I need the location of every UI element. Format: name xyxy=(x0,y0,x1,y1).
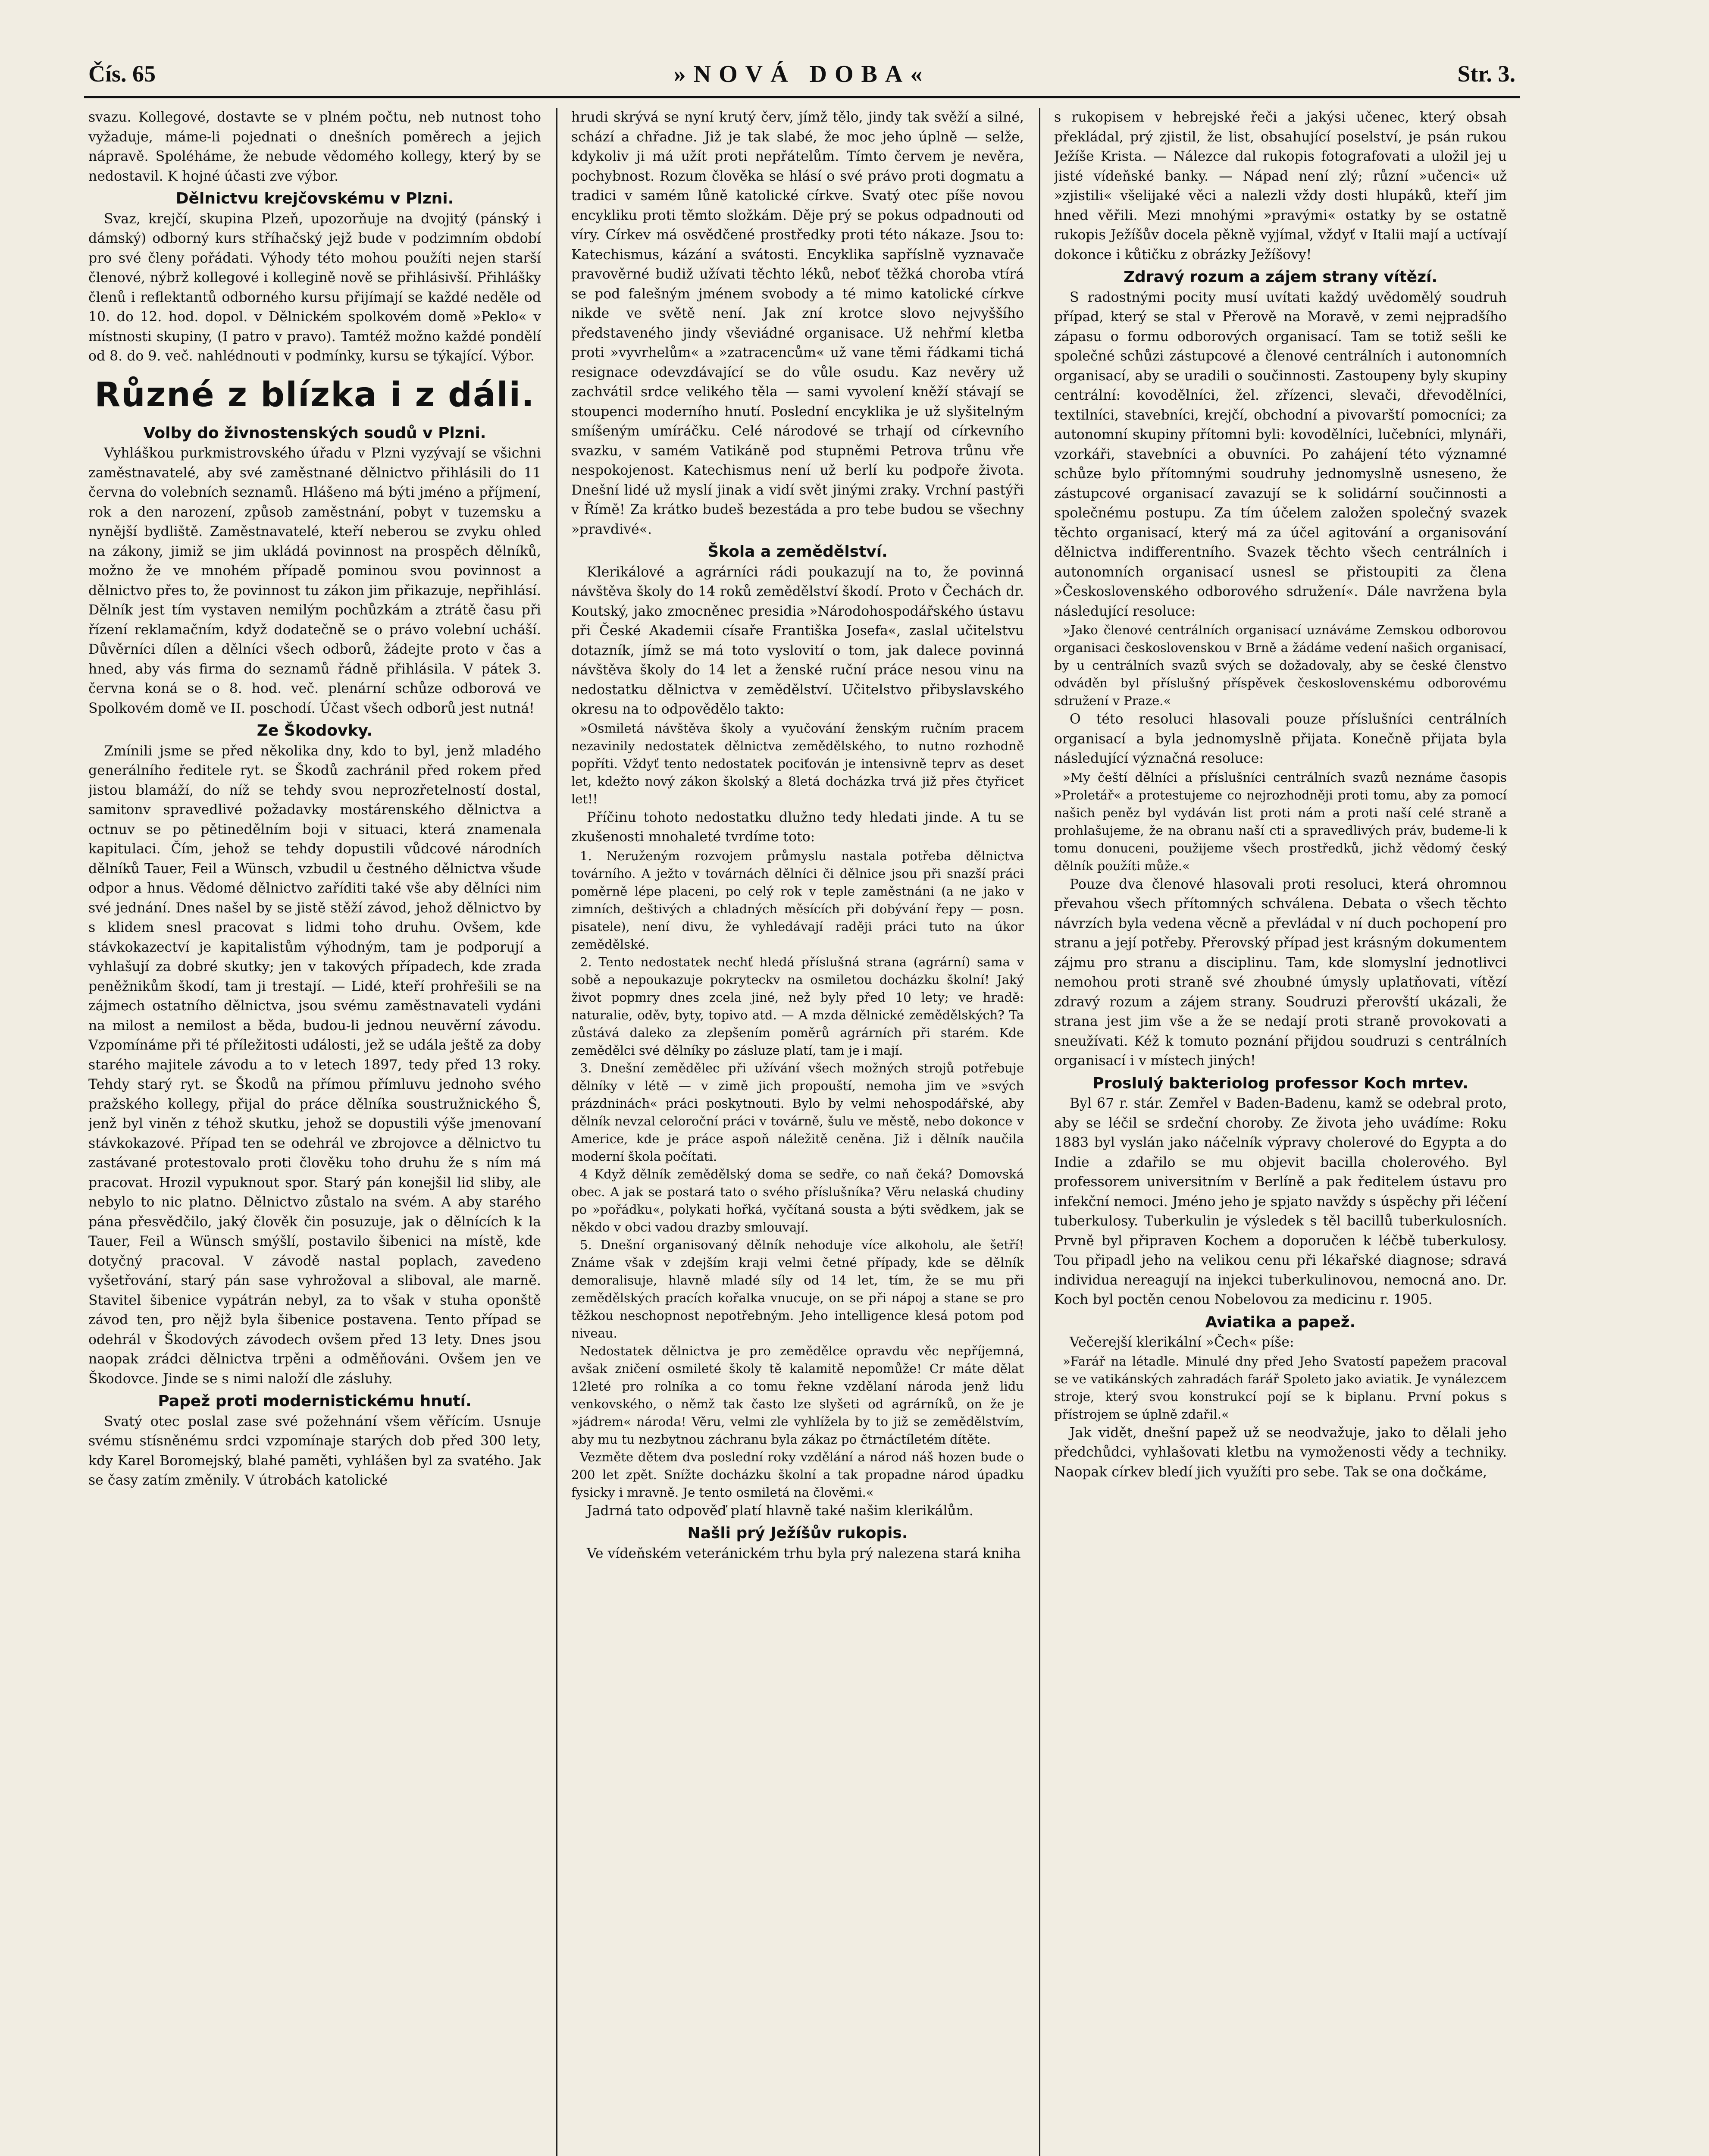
article-heading: Dělnictvu krejčovskému v Plzni. xyxy=(175,190,454,207)
article-heading: Našli prý Ježíšův rukopis. xyxy=(687,1524,908,1542)
article-text: Příčinu tohoto nedostatku dlužno tedy hledati jinde. A tu se zkušenosti mnohaleté tvrdíme toto: xyxy=(571,809,1024,845)
column-2 xyxy=(571,108,1024,2156)
list-item: 1. Neruženým rozvojem průmyslu nastala potřeba dělnictva továrního. A ježto v továrnách dělníci či dělnice jsou při snazší práci poměrně lépe placeni, po celý rok v teple zaměstnáni (a ne jako v zimních, deštivých a chladných měsících při dobývání řepy — posn. pisatele), není divu, že vyhledávají raději práci tuto na úkor zemědělské. xyxy=(571,848,1024,952)
section-heading: Různé z blízka i z dáli. xyxy=(94,375,535,414)
article-text: Zmínili jsme se před několika dny, kdo to byl, jenž mladého generálního ředitele ryt. se Škodů zachránil před rokem před jistou blamáží, do níž se tehdy svou neprozřetelností dostal, samitonv spravedlivé požadavky mostárenského dělnictva a octnuv se po pětinedělním boji v situaci, která znamenala kapitulaci. Čím, jehož se tehdy dopustili vůdcové národních dělníků Tauer, Feil a Wünsch, vzbudil u čestného dělnictva všude odpor a hnus. Vědomé dělnictvo zaříditi také vše aby dělníci nim své jednání. Dnes našel by se jistě stěží závod, jehož dělnictvo by s klidem snesl pracovat s lidmi toho druhu. Ovšem, kde stávkokazectví je kapitalistům výhodným, tam je podporují a vyhlašují za dobré skutky; jen v takových případech, kde zrada peněžnikům škodí, tam ji trestají. — Lidé, kteří prohřešili se na zájmech ostatního dělnictva, jsou svému zaměstnavateli vydáni na milost a nemilost a běda, budou-li jednou neuvěrní závodu. Vzpomínáme při té příležitosti události, jež se udála ještě za doby starého majitele závodu a to v letech 1897, tedy před 13 roky. Tehdy starý ryt. se Škodů na přímou přímluvu jednoho svého pražského kollegy, přijal do práce dělníka soustružnického Š, jenž byl viněn z téhož skutku, jehož se dopustili výše jmenovaní stávkokazové. Případ ten se odehrál ve zbrojovce a dělnictvo tu zastávané protestovalo proti člověku toho druhu že s ním má pracovat. Hrozil vypuknout spor. Starý pán konejšil lid sliby, ale nebylo to nic platno. Dělnictvo zůstalo na svém. A aby starého pána přesvědčilo, jaký člověk čin posuzuje, jak o dělnících k la Tauer, Feil a Wünsch smýšlí, postavilo šibenici na místě, kde dotyčný pracoval. V závodě nastal poplach, zavedeno vyšetřování, starý pán sase vyhrožoval a sliboval, ale marně. Stavitel šibenice vypátrán nebyl, za to však v stuha oponště závod ten, pro nějž byla šibenice postavena. Tento případ se odehrál v Škodových závodech ovšem před 13 lety. Dnes jsou naopak zrádci dělnictva trpěni a odměňováni. Ovšem jen ve Škodovce. Jinde se s nimi naloží dle zásluhy. xyxy=(88,743,541,1387)
article-heading: Škola a zemědělství. xyxy=(707,543,888,561)
article-heading: Proslulý bakteriolog professor Koch mrtev. xyxy=(1092,1074,1468,1092)
article-text: Večerejší klerikální »Čech« píše: xyxy=(1070,1335,1294,1350)
quoted-text: »Osmiletá návštěva školy a vyučování ženským ručním pracem nezavinily nedostatek dělnictva zemědělského, to nutno rozhodně popříti. Vždyť tento nedostatek pociťován je intensivně teprv as deset let, kdežto nový zákon školský a 8letá docházka trvá již přes čtyřicet let!! xyxy=(571,721,1024,806)
article-text: S radostnými pocity musí uvítati každý uvědomělý soudruh případ, který se stal v Přerově na Moravě, v zemi nejpradšího zápasu o formu odborových organisací. Tam se totiž sešli ke společné schůzi zástupcové a členové centrálních i autonomních organisací, aby se uradili o součinnosti. Zastoupeny byly skupiny centrální: kovodělníci, žel. zřízenci, slevači, dřevodělníci, textilníci, stavebníci, krejčí, obchodní a pivovarští pomocníci; za autonomní skupiny přítomni byli: kovodělníci, lučebníci, mlynáři, vzorkáři, stavebníci a obuvníci. Po zahájení této významné schůze bylo přítomnými soudruhy jednomyslně usneseno, že zástupcové organisací zavazují se k solidární součinnosti a společnému postupu. Za tím účelem založen společný svazek těchto organisací, který má za účel agitování a organisování dělnictva indifferentního. Svazek těchto všech centrálních i autonomních organisací usnesl se přistoupiti za člena »Československého odborového sdružení«. Dále navržena byla následující resoluce: xyxy=(1054,289,1507,619)
page-number: Str. 3. xyxy=(1457,61,1515,87)
article-text: Svatý otec poslal zase své požehnání všem věřícím. Usnuje svému stísněnému srdci vzpomínaje starých dob před 300 lety, kdy Karel Boromejský, blahé paměti, vyhlášen byl za svatého. Jak se časy zatím změnily. V útrobách katolické xyxy=(88,1413,541,1488)
article-text: Klerikálové a agrárníci rádi poukazují na to, že povinná návštěva školy do 14 roků zemědělství škodí. Proto v Čechách dr. Koutský, jako zmocněnec presidia »Národohospodářského ústavu při České Akademii císaře Františka Josefa«, zaslal učitelstvu dotazník, jímž se má toto vyslovití o tom, jak dalece povinná návštěva školy do 14 let a ženské ruční práce nesou vinu na nedostatku dělnictva v zemědělství. Učitelstvo přibyslavského okresu na to odpovědělo takto: xyxy=(571,564,1024,717)
list-item: 4 Když dělník zemědělský doma se sedře, co naň čeká? Domovská obec. A jak se postará tato o svého příslušníka? Věru nelaská chudiny po »pořádku«, polykati hořká, vyčítaná sousta a býti svědkem, jak se někdo v obci vadou drazby smlouvají. xyxy=(571,1166,1024,1235)
column-3 xyxy=(1054,108,1507,2156)
quoted-text: Vezměte dětem dva poslední roky vzdělání a národ náš hozen bude o 200 let zpět. Snížte docházku školní a tak propadne národ úpadku fysicky i mravně. Je tento osmiletá na člověmi.« xyxy=(571,1449,1024,1500)
article-heading: Volby do živnostenských soudů v Plzni. xyxy=(143,424,486,442)
quoted-text: »My čeští dělníci a příslušníci centrálních svazů neznáme časopis »Proletář« a protestujeme co nejrozhodněji proti tomu, aby za pomocí našich peněz byl vydáván list proti nám a proti naší celé straně a prohlašujeme, že na obranu naší cti a spravedlivých práv, budeme-li k tomu donuceni, použijeme všech prostředků, jichž vědomý český dělník použíti může.« xyxy=(1054,770,1507,873)
article-text: Svaz, krejčí, skupina Plzeň, upozorňuje na dvojitý (pánský i dámský) odborný kurs stříhačský jejž bude v podzimním období pro své členy pořádati. Výhody této mohou použíti nejen starší členové, nýbrž kollegové i kollegině nově se přihlásivší. Přihlášky členů i reflektantů odborného kursu přijímají se každé neděle od 10. do 12. hod. dopol. v Dělnickém spolkovém domě »Peklo« v místnosti skupiny, (I patro v pravo). Tamtéž možno každé pondělí od 8. do 9. več. nahlédnouti v podmínky, kursu se týkající. Výbor. xyxy=(88,211,541,364)
article-text: Byl 67 r. stár. Zemřel v Baden-Badenu, kamž se odebral proto, aby se léčil se srdeční choroby. Ze života jeho uvádíme: Roku 1883 byl vyslán jako náčelník výpravy cholerové do Egypta a do Indie a zdařilo se mu objevit bacilla cholerového. Byl professorem universitním v Berlíně a pak ředitelem ústavu pro infekční nemoci. Jméno jeho je spjato navždy s úspěchy při léčení tuberkulosy. Tuberkulin je výsledek s těl bacillů tuberkulosních. Prvně byl připraven Kochem a doporučen k léčbě tuberkulosy. Tou připadl jeho na velikou cenu při lékařské diagnose; sdravá individua nereagují na injekci tuberkulinovou, nemocná ano. Dr. Koch byl poctěn cenou Nobelovou za medicinu r. 1905. xyxy=(1054,1096,1507,1307)
article-text: Pouze dva členové hlasovali proti resoluci, která ohromnou převahou všech přítomných schválena. Debata o všech těchto návrzích byla vedena věcně a převládal v ní duch pochopení pro stranu a její potřeby. Přerovský případ jest krásným dokumentem zájmu pro stranu a disciplinu. Tam, kde slomyslní jednotlivci nemohou proti straně své zhoubné úmysly uplatňovati, vítězí zdravý rozum a zájem strany. Soudruzi přerovští ukázali, že strana jest jim vše a že se nedají proti straně provokovati a sneužívati. Kéž k tomuto poznání přijdou soudruzi s centrálních organisací i v místech jiných! xyxy=(1054,876,1507,1069)
article-text: Ve vídeňském veteránickém trhu byla prý nalezena stará kniha xyxy=(587,1545,1021,1561)
column-1 xyxy=(88,108,541,2156)
quoted-text: »Jako členové centrálních organisací uznáváme Zemskou odborovou organisaci československou v Brně a žádáme vedení našich organisací, by u centrálních svazů svých se dožadovaly, aby se české členstvo odváděn byl příslušný příspěvek československému odborovému sdružení v Praze.« xyxy=(1054,623,1507,708)
page-header xyxy=(84,47,1520,95)
article-text: Jak vidět, dnešní papež už se neodvažuje, jako to dělali jeho předchůdci, vyhlašovati kletbu na vymoženosti vědy a techniky. Naopak církev bledí jich využíti pro sebe. Tak se ona dočkáme, xyxy=(1054,1425,1507,1480)
article-text: Vyhláškou purkmistrovského úřadu v Plzni vyzývají se všichni zaměstnavatelé, aby své zaměstnané dělnictvo přihlásili do 11 června do volebních seznamů. Hlášeno má býti jméno a příjmení, rok a den narození, způsob zaměstnání, pobyt v tuzemsku a nynější bydliště. Zaměstnavatelé, kteří neberou se zvyku ohled na zákony, jimiž se jim ukládá povinnost na prospěch dělníků, možno že ve mnohém případě pominou svou povinnost a dělnictvo přes to, že povinnost tu zákon jim přikazuje, nepřihlásí. Dělník jest tím vystaven nemilým pochůzkám a ztrátě času při řízení reklamačním, když dodatečně se o právo volební ucháší. Důvěrníci dílen a dělníci všech odborů, žádejte proto v čas a hned, aby vás firma do seznamů řádně přihlásila. V pátek 3. června koná se o 8. hod. več. plenární schůze odborová ve Spolkovém domě ve II. poschodí. Účast všech odborů jest nutná! xyxy=(88,445,541,716)
list-item: 2. Tento nedostatek nechť hledá příslušná strana (agrární) sama v sobě a nepoukazuje pokryteckv na osmiletou docházku školní! Jaký život popmry dnes zcela jiné, než byly před 10 lety; ve hradě: naturalie, oděv, byty, topivo atd. — A mzda dělnické zemědělských? Ta zůstává daleko za zlepšením poměrů agrárních při starém. Kde zemědělci své dělníky po zásluze platí, tam je i mají. xyxy=(571,954,1024,1058)
article-heading: Zdravý rozum a zájem strany vítězí. xyxy=(1123,268,1438,286)
article-text: svazu. Kollegové, dostavte se v plném počtu, neb nutnost toho vyžaduje, máme-li pojednati o dnešních poměrech a jejich nápravě. Spoléháme, že nebude vědomého kollegy, který by se nedostavil. K hojné účasti zve výbor. xyxy=(88,110,541,184)
quoted-text: Nedostatek dělnictva je pro zemědělce opravdu věc nepříjemná, avšak zničení osmileté školy tě kalamitě nepomůže! Cr máte dělat 12leté pro rolníka a co tomu řekne vzdělaní národa jenž lidu venkovského, o němž tak často lze slyšeti od agrárníků, on že je »jádrem« národa! Věru, velmi zle vyhlížela by to již se zemědělstvím, aby mu tu nezbytnou záchranu byla zákaz po čtrnáctíletém dítěte. xyxy=(571,1343,1024,1447)
column-divider-2 xyxy=(1039,108,1040,2156)
issue-number: Čís. 65 xyxy=(88,61,156,87)
header-rule xyxy=(84,96,1520,98)
masthead: »NOVÁ DOBA« xyxy=(673,61,930,88)
article-heading: Ze Škodovky. xyxy=(257,722,373,740)
article-heading: Aviatika a papež. xyxy=(1205,1313,1356,1331)
article-text: s rukopisem v hebrejské řeči a jakýsi učenec, který obsah překládal, prý zjistil, že list, obsahující poselství, je psán rukou Ježíše Krista. — Nálezce dal rukopis fotografovati a uložil jej u jisté vídeňské banky. — Nápad není zlý; různí »učenci« už »zjistili« všelijaké věci a nalezli vždy dosti hlupáků, kteří jim hned věřili. Mezi mnohými »pravými« ostatky by se ostatně rukopis Ježíšův docela pěkně vyjímal, vždyť v Italii mají a uctívají dokonce i kůtičku z obrázky Ježíšovy! xyxy=(1054,110,1507,263)
article-text: O této resoluci hlasovali pouze příslušníci centrálních organisací a byla jednomyslně přijata. Konečně přijata byla následující význačná resoluce: xyxy=(1054,711,1507,766)
list-item: 3. Dnešní zemědělec při užívání všech možných strojů potřebuje dělníky v létě — v zimě jich propouští, nemoha jim ve »svých prázdninách« práci poskytnouti. Bylo by velmi nehospodářské, aby dělník nevzal celoroční práci v továrně, šulu ve městě, nebo dokonce v Americe, kde je práce aspoň náležitě ceněna. Již i dělník naučila moderní škola počítati. xyxy=(571,1060,1024,1164)
list-item: 5. Dnešní organisovaný dělník nehoduje více alkoholu, ale šetří! Známe však v zdejším kraji velmi četné případy, kde se dělník demoralisuje, hlavně mladé síly od 14 let, tím, že se mu při zemědělských pracích kořalka vnucuje, on se při nápoj a stane se pro těžkou neschopnost nepotřebným. Jeho intelligence klesá potom pod niveau. xyxy=(571,1237,1024,1341)
quoted-text: »Farář na létadle. Minulé dny před Jeho Svatostí papežem pracoval se ve vatikánských zahradách farář Spoleto jako aviatik. Je vynálezcem stroje, který svou konstrukcí pojí se k biplanu. První pokus s přístrojem se úplně zdařil.« xyxy=(1054,1354,1507,1422)
column-divider-1 xyxy=(556,108,557,2156)
article-text: hrudi skrývá se nyní krutý červ, jímž tělo, jindy tak svěží a silné, schází a chřadne. Již je tak slabé, že moc jeho úplně — selže, kdykoliv ji má užít proti nepřátelům. Tímto červem je nevěra, pochybnost. Rozum člověka se hlásí o své právo proti dogmatu a tradici v samém lůně katolické církve. Svatý otec píše novou encykliku proti těmto složkám. Děje prý se pokus odpadnouti od víry. Církev má osvědčené prostředky proti této nákaze. Jsou to: Katechismus, kázání a svátosti. Encyklika sapříslně vyznavače pravověrné budiž užívati těchto léků, neboť těžká choroba vtírá se pod falešným jménem svobody a té mimo katolické církve nikde ve světě není. Jak zní krotce slovo nejvyššího představeného jindy vševiádné organisace. Už nehřmí kletba proti »vyvrhelům« a »zatracencům« už vane těmi řádkami tichá resignace odevzdávající se do vůle osudu. Kaz nevěry už zachvátil srdce velikého těla — sami vyvolení kněží stávají se stoupenci moderního hnutí. Poslední encyklika je už slyšitelným smíšeným umíráčku. Celé národové se trhají od církevního svazku, v samém Vatikáně pod stupněmi Petrova trůnu vře nespokojenost. Katechismus není už berlí ku podpoře života. Dnešní lidé už myslí jinak a vidí svět jinými zraky. Vrchní pastýři v Římě! Za krátko budeš bezestáda a pro tebe budou se všechny »pravdivé«. xyxy=(571,110,1024,537)
article-heading: Papež proti modernistickému hnutí. xyxy=(158,1392,472,1410)
article-text: Jadrná tato odpověď platí hlavně také našim klerikálům. xyxy=(587,1503,973,1519)
